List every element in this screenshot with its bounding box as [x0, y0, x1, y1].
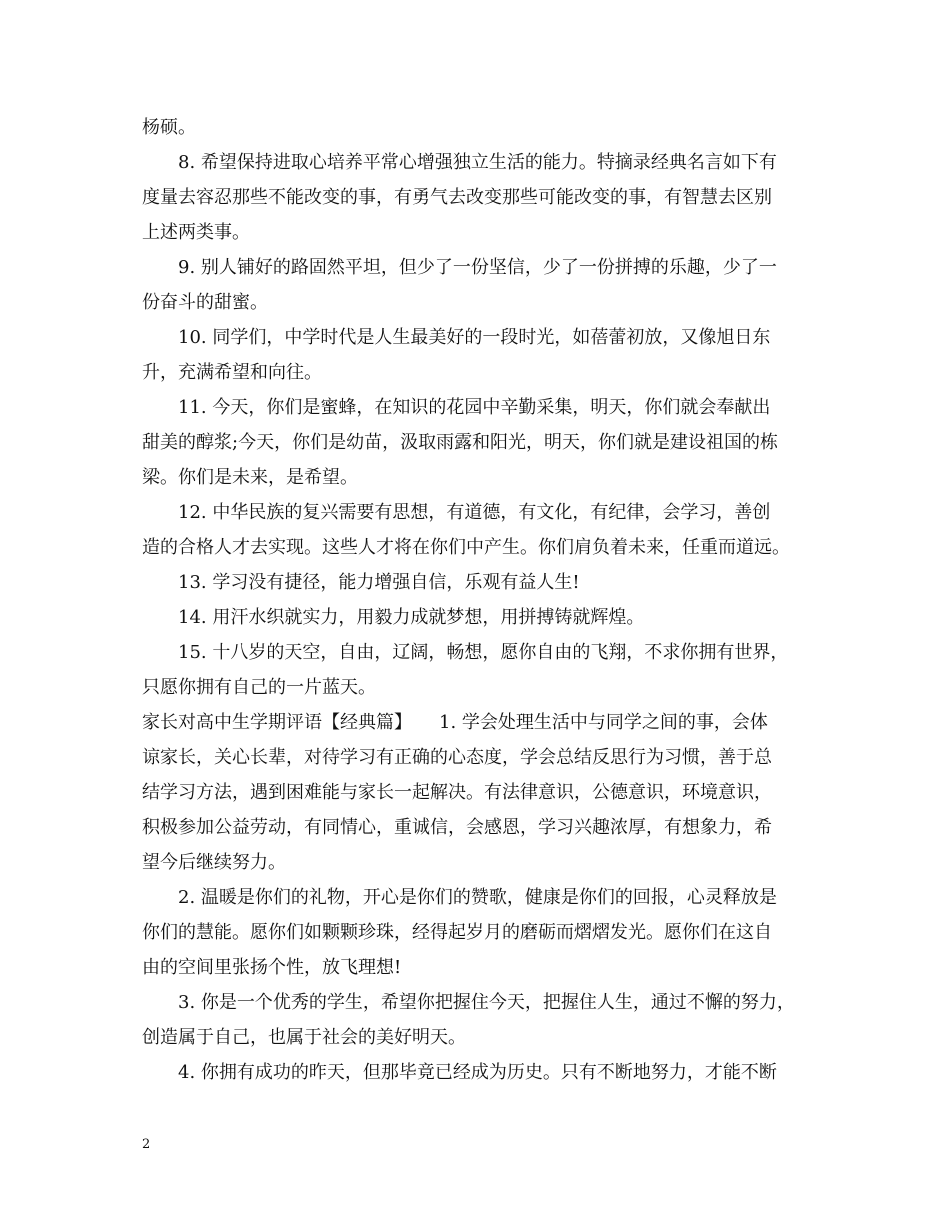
- text-line: 上述两类事。: [142, 222, 250, 243]
- text-line: 15. 十八岁的天空，自由，辽阔，畅想，愿你自由的飞翔，不求你拥有世界，: [178, 642, 789, 663]
- text-line: 12. 中华民族的复兴需要有思想，有道德，有文化，有纪律，会学习，善创: [178, 502, 771, 523]
- text-line: 由的空间里张扬个性，放飞理想!: [142, 957, 402, 978]
- text-line: 梁。你们是未来，是希望。: [142, 467, 358, 488]
- text-line: 度量去容忍那些不能改变的事，有勇气去改变那些可能改变的事，有智慧去区别: [142, 187, 772, 208]
- page-number: 2: [142, 1137, 151, 1152]
- text-line: 9. 别人铺好的路固然平坦，但少了一份坚信，少了一份拼搏的乐趣，少了一: [178, 257, 777, 278]
- text-line: 8. 希望保持进取心培养平常心增强独立生活的能力。特摘录经典名言如下有: [178, 152, 777, 173]
- text-line: 升，充满希望和向往。: [142, 362, 322, 383]
- text-line: 你们的慧能。愿你们如颗颗珍珠，经得起岁月的磨砺而熠熠发光。愿你们在这自: [142, 922, 772, 943]
- text-line: 份奋斗的甜蜜。: [142, 292, 268, 313]
- text-line: 谅家长，关心长辈，对待学习有正确的心态度，学会总结反思行为习惯，善于总: [142, 747, 772, 768]
- text-line: 望今后继续努力。: [142, 852, 286, 873]
- text-line: 杨硕。: [142, 117, 196, 138]
- text-line: 只愿你拥有自己的一片蓝天。: [142, 677, 376, 698]
- text-line: 2. 温暖是你们的礼物，开心是你们的赞歌，健康是你们的回报，心灵释放是: [178, 887, 777, 908]
- text-line: 11. 今天，你们是蜜蜂，在知识的花园中辛勤采集，明天，你们就会奉献出: [178, 397, 771, 418]
- text-line: 结学习方法，遇到困难能与家长一起解决。有法律意识，公德意识，环境意识，: [142, 782, 772, 803]
- section-heading-line: 家长对高中生学期评语【经典篇】 1. 学会处理生活中与同学之间的事，会体: [142, 712, 768, 733]
- text-line: 积极参加公益劳动，有同情心，重诚信，会感恩，学习兴趣浓厚，有想象力，希: [142, 817, 772, 838]
- text-line: 创造属于自己，也属于社会的美好明天。: [142, 1027, 466, 1048]
- text-line: 13. 学习没有捷径，能力增强自信，乐观有益人生!: [178, 572, 580, 593]
- text-line: 甜美的醇浆;今天，你们是幼苗，汲取雨露和阳光，明天，你们就是建设祖国的栋: [142, 432, 779, 453]
- text-line: 14. 用汗水织就实力，用毅力成就梦想，用拼搏铸就辉煌。: [178, 607, 645, 628]
- text-line: 4. 你拥有成功的昨天，但那毕竟已经成为历史。只有不断地努力，才能不断: [178, 1062, 777, 1083]
- text-line: 3. 你是一个优秀的学生，希望你把握住今天，把握住人生，通过不懈的努力，: [178, 992, 795, 1013]
- text-line: 造的合格人才去实现。这些人才将在你们中产生。你们肩负着未来，任重而道远。: [142, 537, 790, 558]
- text-line: 10. 同学们，中学时代是人生最美好的一段时光，如蓓蕾初放，又像旭日东: [178, 327, 771, 348]
